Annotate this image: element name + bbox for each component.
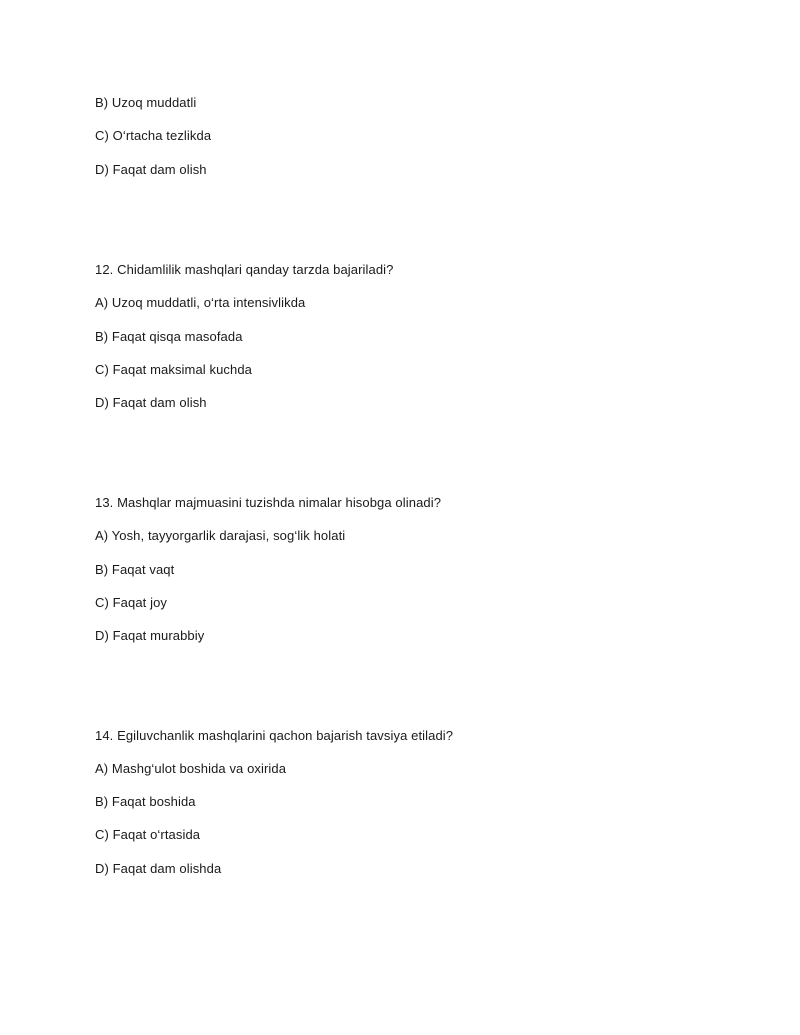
question-12-option-a: A) Uzoq muddatli, o‘rta intensivlikda bbox=[95, 295, 306, 310]
question-14-option-b: B) Faqat boshida bbox=[95, 794, 196, 809]
question-14-option-d: D) Faqat dam olishda bbox=[95, 861, 222, 876]
question-14: 14. Egiluvchanlik mashqlarini qachon bajarish tavsiya etiladi? bbox=[95, 728, 454, 743]
question-13-option-d: D) Faqat murabbiy bbox=[95, 628, 205, 643]
question-13-option-c: C) Faqat joy bbox=[95, 595, 168, 610]
question-12-option-c: C) Faqat maksimal kuchda bbox=[95, 362, 253, 377]
option-d-continuation: D) Faqat dam olish bbox=[95, 162, 207, 177]
option-b-continuation: B) Uzoq muddatli bbox=[95, 95, 197, 110]
question-13: 13. Mashqlar majmuasini tuzishda nimalar hisobga olinadi? bbox=[95, 495, 442, 510]
question-12-option-d: D) Faqat dam olish bbox=[95, 395, 207, 410]
option-c-continuation: C) O‘rtacha tezlikda bbox=[95, 128, 212, 143]
question-14-option-a: A) Mashg‘ulot boshida va oxirida bbox=[95, 761, 287, 776]
question-13-option-a: A) Yosh, tayyorgarlik darajasi, sog‘lik holati bbox=[95, 528, 346, 543]
question-14-option-c: C) Faqat o‘rtasida bbox=[95, 827, 201, 842]
question-13-option-b: B) Faqat vaqt bbox=[95, 562, 175, 577]
question-12: 12. Chidamlilik mashqlari qanday tarzda bajariladi? bbox=[95, 262, 394, 277]
question-12-option-b: B) Faqat qisqa masofada bbox=[95, 329, 243, 344]
